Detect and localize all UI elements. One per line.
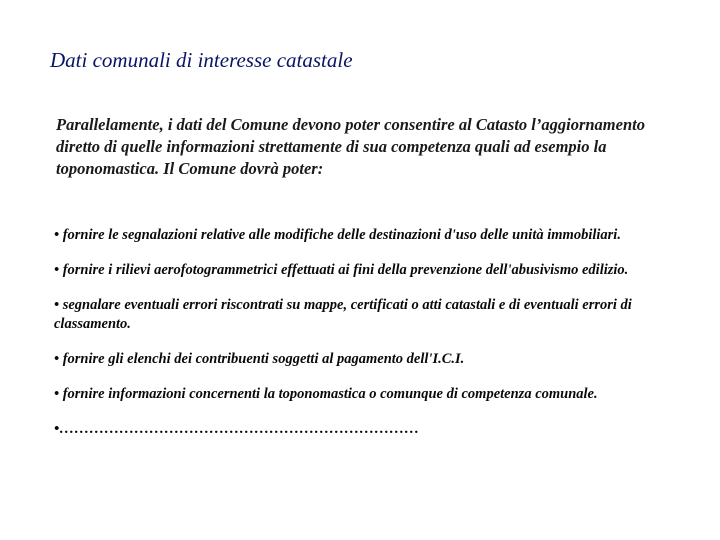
bullet-item: • fornire i rilievi aerofotogrammetrici effettuati ai fini della prevenzione dell'abusivismo edilizio.	[54, 262, 629, 278]
bullet-item: • fornire gli elenchi dei contribuenti soggetti al pagamento dell'I.C.I.	[54, 351, 465, 367]
bullet-item: • fornire informazioni concernenti la toponomastica o comunque di competenza comunale.	[54, 386, 598, 402]
bullet-list	[54, 226, 679, 455]
bullet-item: • fornire le segnalazioni relative alle modifiche delle destinazioni d'uso delle unità immobiliari.	[54, 227, 621, 243]
intro-paragraph: Parallelamente, i dati del Comune devono poter consentire al Catasto l’aggiornamento diretto di quelle informazioni strettamente di sua competenza quali ad esempio la toponomastica. Il Comune dovrà poter:	[56, 115, 645, 178]
bullet-item: • segnalare eventuali errori riscontrati su mappe, certificati o atti catastali e di eventuali errori di classamento.	[54, 297, 632, 332]
bullet-item-ellipsis: •………………………………………………………………	[54, 421, 420, 437]
slide-title: Dati comunali di interesse catastale	[50, 48, 353, 72]
